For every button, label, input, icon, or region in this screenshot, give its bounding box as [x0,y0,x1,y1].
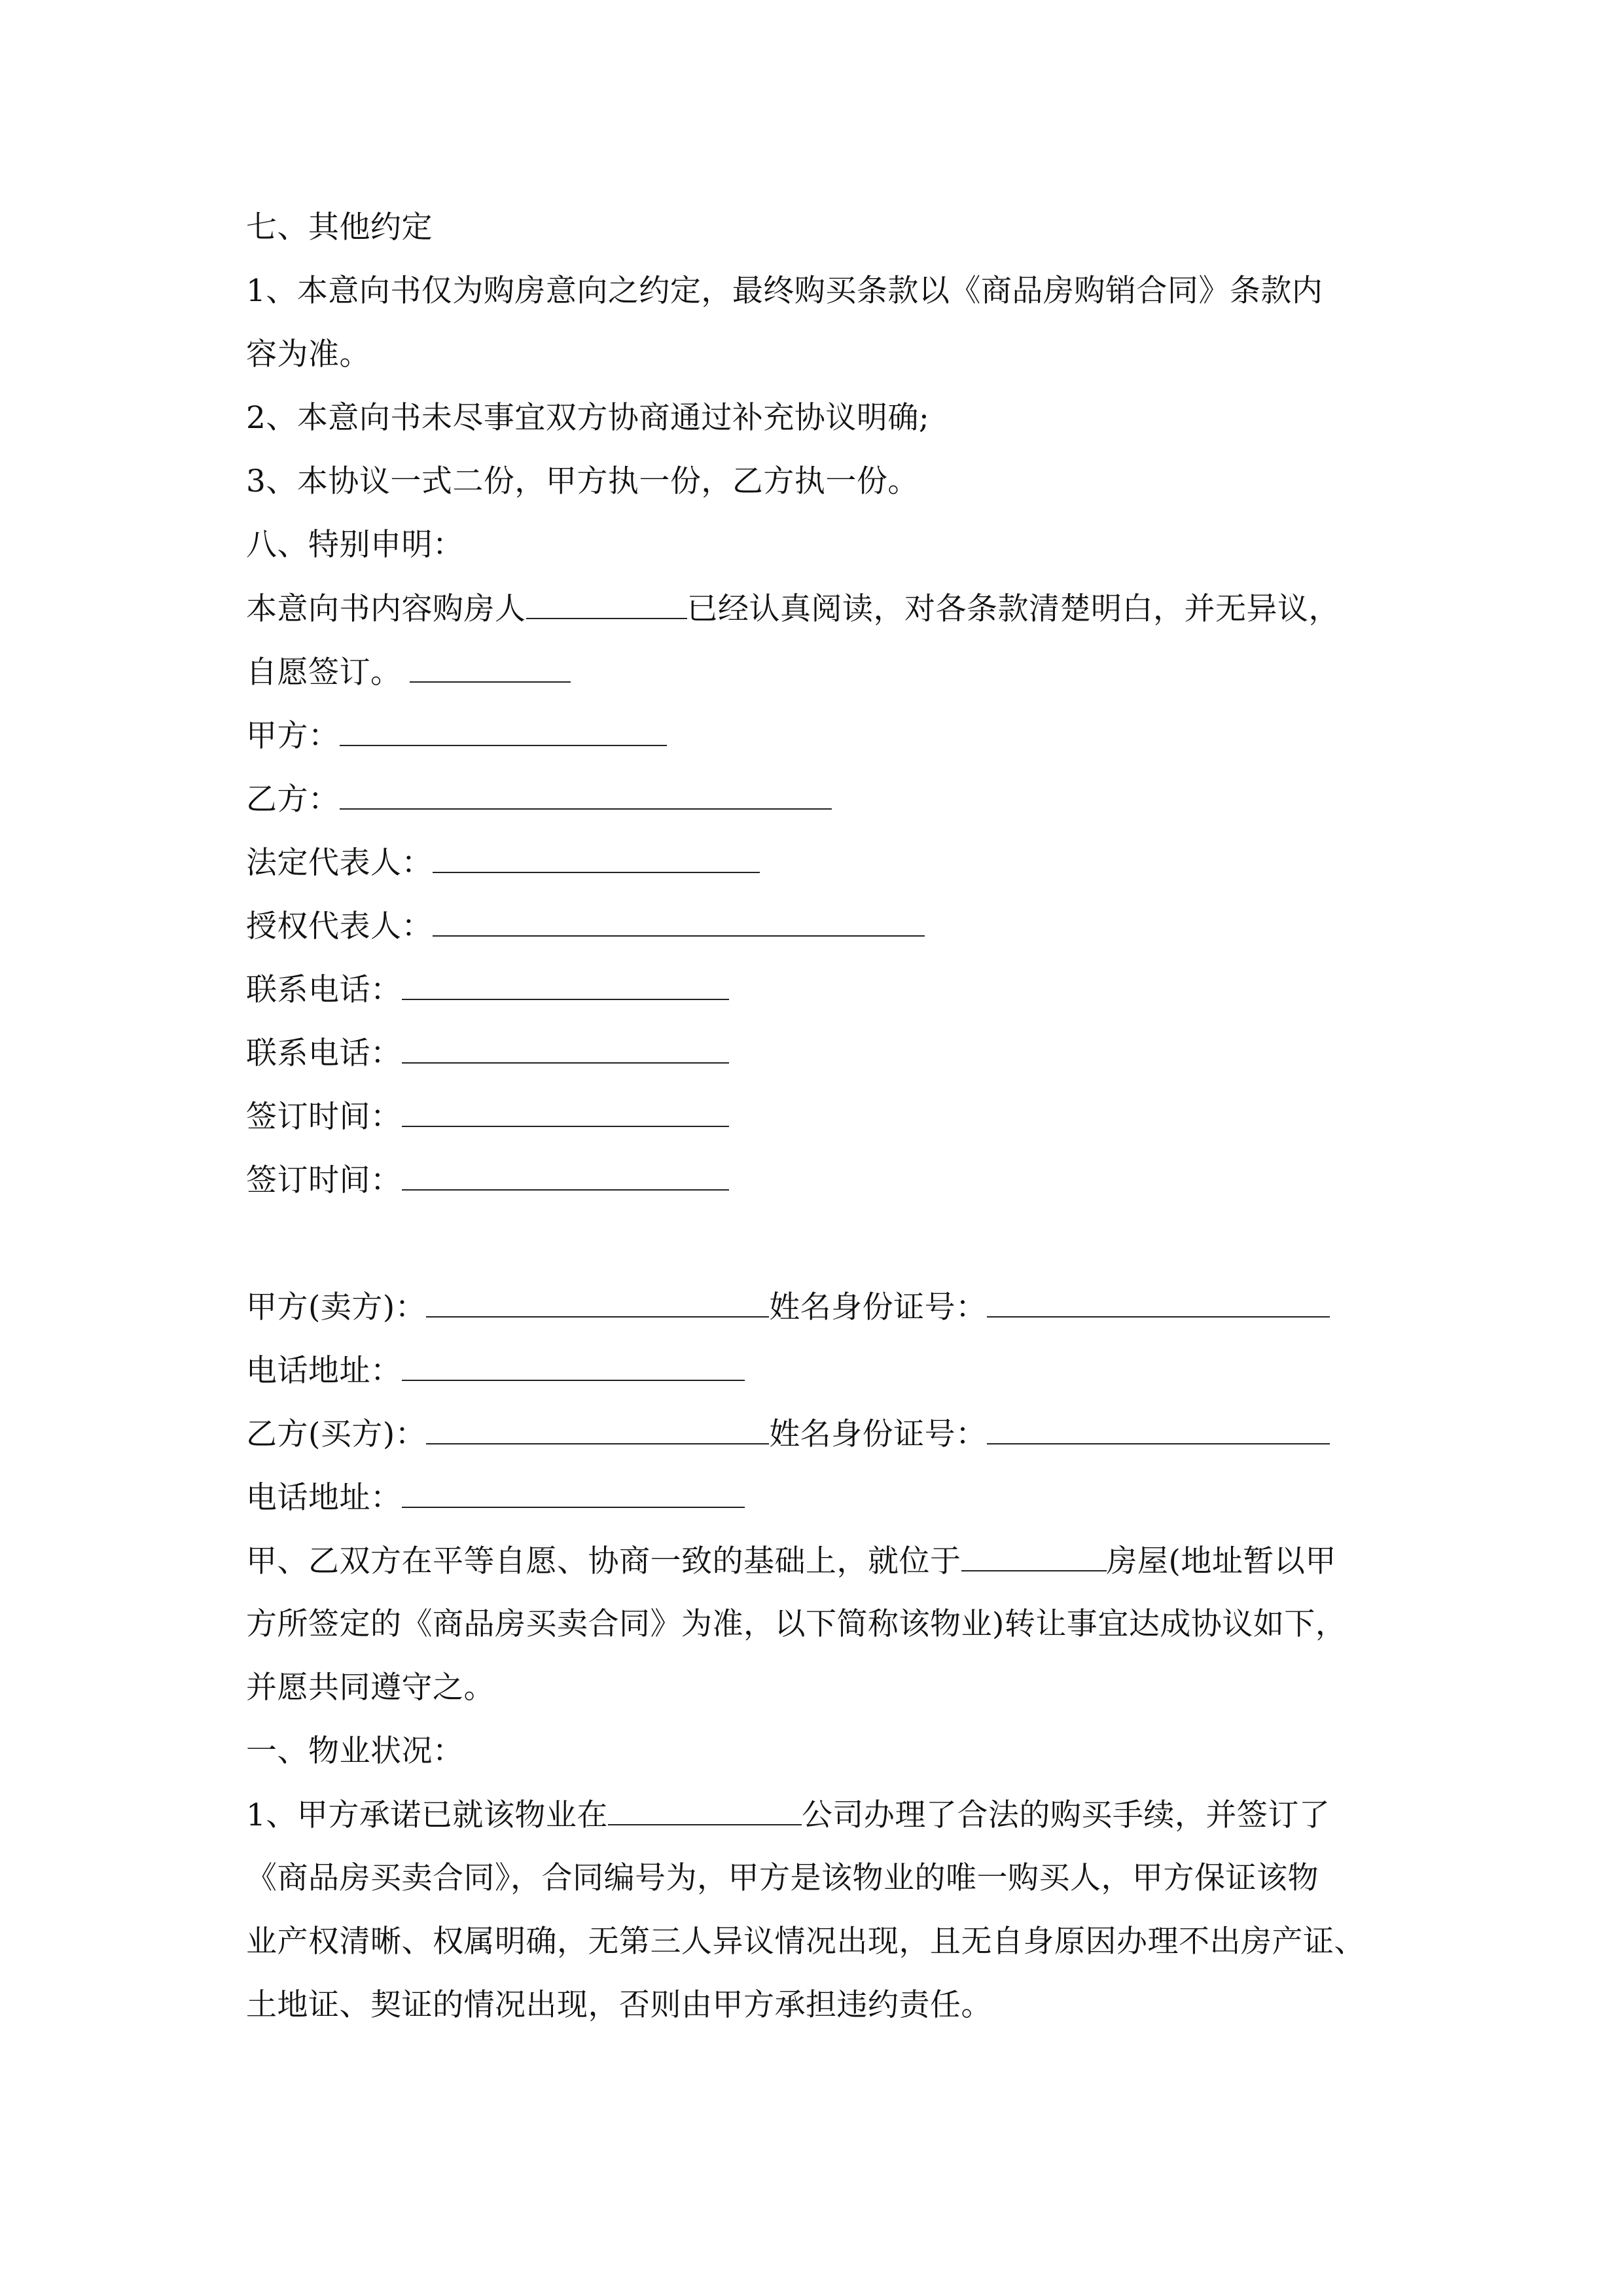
seller-address-blank[interactable] [402,1351,745,1381]
section-1-heading: 一、物业状况： [246,1733,464,1769]
seller-name-blank[interactable] [426,1287,769,1318]
party-a-blank[interactable] [340,716,667,746]
special-statement: 本意向书内容购房人 已经认真阅读，对各条款清楚明白，并无异议， [246,589,1340,628]
company-name-blank[interactable] [608,1795,802,1825]
contract-intro-cont-1: 方所签定的《商品房买卖合同》为准，以下简称该物业)转让事宜达成协议如下， [246,1606,1347,1642]
contract-intro: 甲、乙双方在平等自愿、协商一致的基础上，就位于 房屋(地址暂以甲 [246,1541,1336,1581]
party-b-field: 乙方： [246,780,832,819]
section-7-item-3: 3、本协议一式二份，甲方执一份，乙方执一份。 [246,463,919,499]
section-1-item-1-cont-2: 业产权清晰、权属明确，无第三人异议情况出现，且无自身原因办理不出房产证、 [246,1924,1365,1960]
section-1-item-1-cont-3: 土地证、契证的情况出现，否则由甲方承担违约责任。 [246,1987,992,2023]
signature-blank[interactable] [410,653,571,683]
authorized-representative-field: 授权代表人： [246,906,925,946]
section-8-heading: 八、特别申明： [246,527,464,563]
buyer-name-blank[interactable] [526,589,687,619]
section-7-item-1-cont: 容为准。 [246,336,370,372]
sign-date-blank-1[interactable] [402,1097,729,1127]
section-7-item-1: 1、本意向书仅为购房意向之约定，最终购买条款以《商品房购销合同》条款内 [246,273,1323,309]
buyer-field: 乙方(买方)： 姓名身份证号： [246,1414,1330,1454]
sign-date-field-1: 签订时间： [246,1097,729,1136]
seller-field: 甲方(卖方)： 姓名身份证号： [246,1287,1330,1327]
section-7-item-2: 2、本意向书未尽事宜双方协商通过补充协议明确; [246,400,930,436]
party-b-blank[interactable] [340,780,832,810]
sign-date-field-2: 签订时间： [246,1160,729,1200]
seller-address-field: 电话地址： [246,1351,745,1390]
buyer-id-blank[interactable] [987,1414,1330,1444]
sign-date-blank-2[interactable] [402,1160,729,1191]
contract-intro-cont-2: 并愿共同遵守之。 [246,1670,495,1706]
contact-phone-field-2: 联系电话： [246,1033,729,1073]
legal-representative-blank[interactable] [433,843,760,873]
authorized-representative-blank[interactable] [433,906,925,937]
special-statement-cont: 自愿签订。 [246,653,571,692]
contact-phone-field-1: 联系电话： [246,970,729,1009]
section-7-heading: 七、其他约定 [246,209,433,245]
property-location-blank[interactable] [961,1541,1107,1571]
legal-representative-field: 法定代表人： [246,843,760,882]
contact-phone-blank-2[interactable] [402,1033,729,1064]
contact-phone-blank-1[interactable] [402,970,729,1000]
buyer-name-blank[interactable] [426,1414,769,1444]
section-1-item-1-cont-1: 《商品房买卖合同》，合同编号为，甲方是该物业的唯一购买人，甲方保证该物 [246,1860,1319,1896]
party-a-field: 甲方： [246,716,667,755]
section-1-item-1: 1、甲方承诺已就该物业在 公司办理了合法的购买手续，并签订了 [246,1795,1330,1835]
buyer-address-blank[interactable] [402,1478,745,1508]
buyer-address-field: 电话地址： [246,1478,745,1517]
seller-id-blank[interactable] [987,1287,1330,1318]
